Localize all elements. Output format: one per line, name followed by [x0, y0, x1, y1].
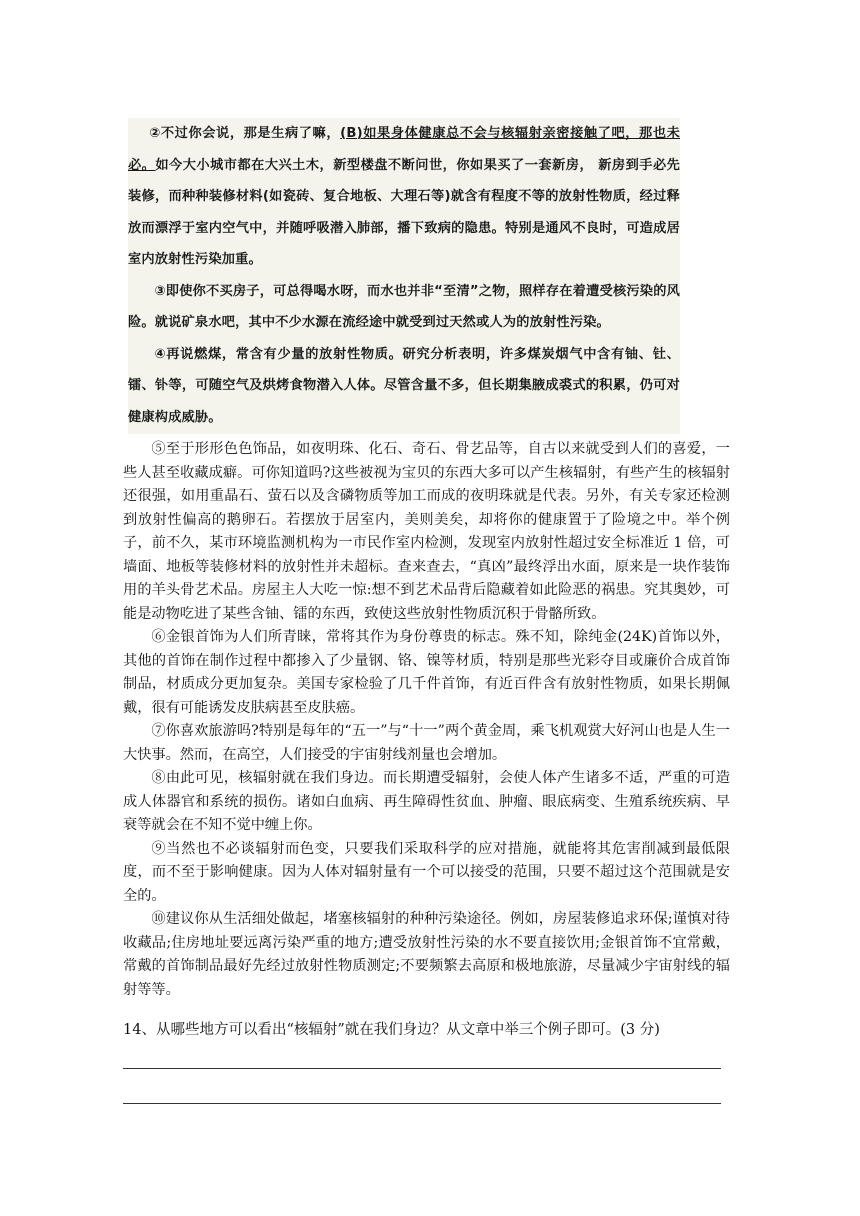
- paragraph-9: ⑨当然也不必谈辐射而色变，只要我们采取科学的应对措施，就能将其危害削减到最低限度，而不至于影响健康。因为人体对辐射量有一个可以接受的范围，只要不超过这个范围就是安全的。: [123, 840, 730, 904]
- scan-paragraph-2: [128, 118, 680, 276]
- paragraph-6: ⑥金银首饰为人们所青睐，常将其作为身份尊贵的标志。殊不知，除纯金(24K)首饰以外，其他的首饰在制作过程中都掺入了少量钢、铬、镍等材质，特别是那些光彩夺目或廉价合成首饰制品，材质成分更加复杂。美国专家检验了几千件首饰，有近百件含有放射性物质，如果长期佩戴，很有可能诱发皮肤病甚至皮肤癌。: [123, 629, 730, 716]
- paragraph-7: ⑦你喜欢旅游吗?特别是每年的“五一”与“十一”两个黄金周，乘飞机观赏大好河山也是人生一大快事。然而，在高空，人们接受的宇宙射线剂量也会增加。: [123, 723, 730, 763]
- article-body: [123, 438, 730, 1002]
- scan-paragraph-3: ③即使你不买房子，可总得喝水呀，而水也并非“至清”之物，照样存在着遭受核污染的风险。就说矿泉水吧，其中不少水源在流经途中就受到过天然或人为的放射性污染。: [128, 283, 680, 330]
- paragraph-5: ⑤至于形形色色饰品，如夜明珠、化石、奇石、骨艺品等，自古以来就受到人们的喜爱，一些人甚至收藏成癖。可你知道吗?这些被视为宝贝的东西大多可以产生核辐射，有些产生的核辐射还很强，如用重晶石、萤石以及含磷物质等加工而成的夜明珠就是代表。另外，有关专家还检测到放射性偏高的鹅卵石。若摆放于居室内，美则美矣，却将你的健康置于了险境之中。举个例子，前不久，某市环境监测机构为一市民作室内检测，发现室内放射性超过安全标准近 1 倍，可墙面、地板等装修材料的放射性并未超标。查来查去，“真凶”最终浮出水面，原来是一块作装饰用的羊头骨艺术品。房屋主人大吃一惊:想不到艺术品背后隐藏着如此险恶的祸患。究其奥妙，可能是动物吃进了某些含铀、镭的东西，致使这些放射性物质沉积于骨骼所致。: [123, 441, 730, 622]
- answer-line-1[interactable]: [123, 1068, 721, 1069]
- scan-paragraph-2-rest: 如今大小城市都在大兴土木，新型楼盘不断问世，你如果买了一套新房， 新房到手必先装修，而种种装修材料(如瓷砖、复合地板、大理石等)就含有程度不等的放射性物质，经过释放而漂浮于室内空气中，并随呼吸潜入肺部，播下致病的隐患。特别是通风不良时，可造成居室内放射性污染加重。: [128, 157, 680, 267]
- scanned-excerpt: [128, 118, 680, 434]
- paragraph-8: ⑧由此可见，核辐射就在我们身边。而长期遭受辐射，会使人体产生诸多不适，严重的可造成人体器官和系统的损伤。诸如白血病、再生障碍性贫血、肿瘤、眼底病变、生殖系统疾病、早衰等就会在不知不觉中缠上你。: [123, 770, 730, 833]
- question-14: 14、从哪些地方可以看出“核辐射”就在我们身边？从文章中举三个例子即可。(3 分): [123, 1022, 660, 1038]
- scan-paragraph-2-lead: ②不过你会说，那是生病了嘛，: [149, 126, 341, 141]
- paragraph-10: ⑩建议你从生活细处做起，堵塞核辐射的种种污染途径。例如，房屋装修追求环保;谨慎对待收藏品;住房地址要远离污染严重的地方;遭受放射性污染的水不要直接饮用;金银首饰不宜常戴，常戴的首饰制品最好先经过放射性物质测定;不要频繁去高原和极地旅游，尽量减少宇宙射线的辐射等等。: [123, 911, 730, 998]
- underlined-sentence-b: (B)如果身体健康总不会与核辐射亲密接触了吧，那也未必。: [128, 126, 680, 173]
- scan-paragraph-4: ④再说燃煤，常含有少量的放射性物质。研究分析表明，许多煤炭烟气中含有铀、钍、镭、钋等，可随空气及烘烤食物潜入人体。尽管含量不多，但长期集腋成裘式的积累，仍可对健康构成威胁。: [128, 346, 680, 425]
- answer-line-2[interactable]: [123, 1103, 721, 1104]
